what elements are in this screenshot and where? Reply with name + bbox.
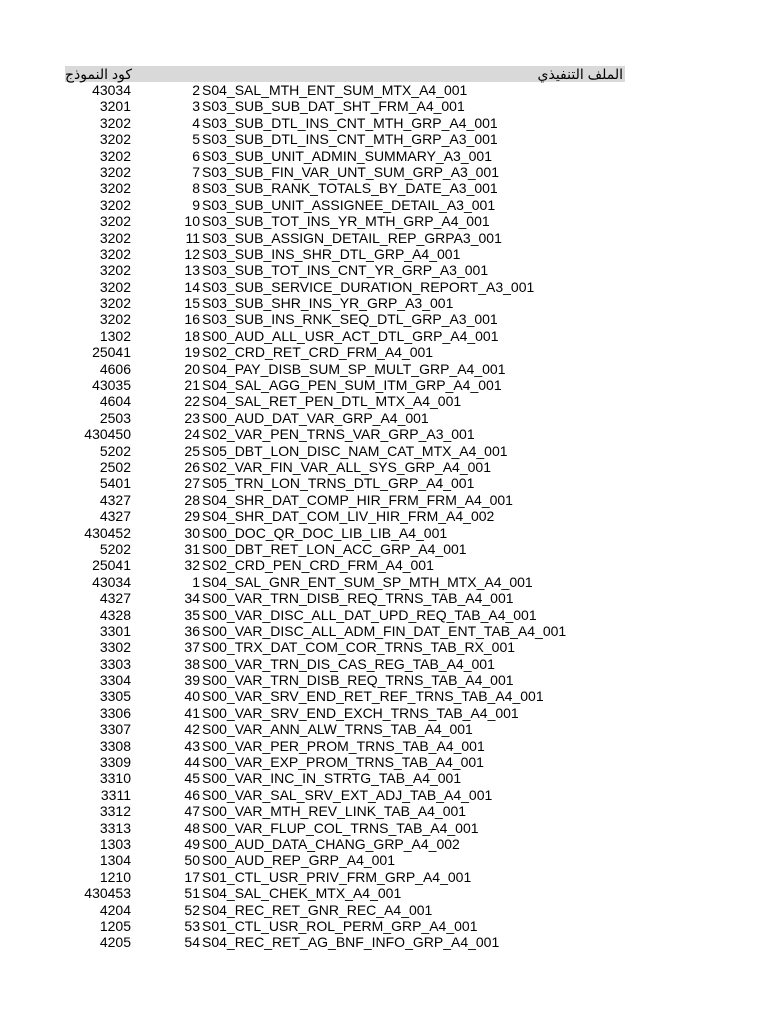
table-row xyxy=(0,344,768,360)
row-number-cell: 38 xyxy=(184,655,200,672)
code-column-header: كود النموذج xyxy=(65,66,132,82)
table-row xyxy=(0,475,768,491)
row-number-cell: 22 xyxy=(184,393,200,410)
table-row xyxy=(0,393,768,409)
row-number-cell: 21 xyxy=(184,377,200,394)
row-number-cell: 2 xyxy=(192,82,200,98)
form-code-cell: 43035 xyxy=(92,377,131,394)
row-number-cell: 27 xyxy=(184,475,200,492)
executable-file-cell: S00_VAR_SAL_SRV_EXT_ADJ_TAB_A4_001 xyxy=(202,786,493,803)
executable-file-cell: S04_SAL_CHEK_MTX_A4_001 xyxy=(202,885,402,902)
table-row xyxy=(0,885,768,901)
executable-file-cell: S00_AUD_DAT_VAR_GRP_A4_001 xyxy=(202,409,429,426)
form-code-cell: 3306 xyxy=(99,704,131,721)
form-code-cell: 5401 xyxy=(99,475,131,492)
form-code-cell: 1302 xyxy=(99,327,131,344)
form-code-cell: 3202 xyxy=(99,295,131,312)
table-row xyxy=(0,213,768,229)
executable-file-cell: S04_REC_RET_AG_BNF_INFO_GRP_A4_001 xyxy=(202,934,500,951)
executable-file-cell: S02_VAR_PEN_TRNS_VAR_GRP_A3_001 xyxy=(202,426,475,443)
executable-file-cell: S00_VAR_SRV_END_RET_REF_TRNS_TAB_A4_001 xyxy=(202,688,544,705)
row-number-cell: 10 xyxy=(184,213,200,230)
executable-file-cell: S03_SUB_TOT_INS_CNT_YR_GRP_A3_001 xyxy=(202,262,489,279)
executable-file-cell: S00_DBT_RET_LON_ACC_GRP_A4_001 xyxy=(202,540,467,557)
form-code-cell: 3310 xyxy=(99,770,131,787)
form-code-cell: 43034 xyxy=(92,82,131,98)
executable-file-cell: S03_SUB_INS_RNK_SEQ_DTL_GRP_A3_001 xyxy=(202,311,498,328)
form-code-cell: 3202 xyxy=(99,262,131,279)
executable-file-cell: S02_CRD_PEN_CRD_FRM_A4_001 xyxy=(202,557,434,574)
row-number-cell: 44 xyxy=(184,754,200,771)
table-row xyxy=(0,115,768,131)
executable-file-cell: S03_SUB_SERVICE_DURATION_REPORT_A3_001 xyxy=(202,278,535,295)
table-row xyxy=(0,721,768,737)
form-code-cell: 3202 xyxy=(99,278,131,295)
executable-file-cell: S01_CTL_USR_PRIV_FRM_GRP_A4_001 xyxy=(202,868,472,885)
row-number-cell: 39 xyxy=(184,672,200,689)
row-number-cell: 1 xyxy=(192,573,200,590)
table-row xyxy=(0,361,768,377)
row-number-cell: 47 xyxy=(184,803,200,820)
table-row xyxy=(0,279,768,295)
executable-file-cell: S00_VAR_TRN_DIS_CAS_REG_TAB_A4_001 xyxy=(202,655,495,672)
form-code-cell: 3309 xyxy=(99,754,131,771)
executable-file-cell: S00_VAR_TRN_DISB_REQ_TRNS_TAB_A4_001 xyxy=(202,672,514,689)
row-number-cell: 34 xyxy=(184,590,200,607)
file-column-header: الملف التنفيذي xyxy=(537,66,623,82)
row-number-cell: 15 xyxy=(184,295,200,312)
executable-file-cell: S00_VAR_DISC_ALL_DAT_UPD_REQ_TAB_A4_001 xyxy=(202,606,537,623)
form-code-cell: 3202 xyxy=(99,245,131,262)
form-code-cell: 3303 xyxy=(99,655,131,672)
table-row xyxy=(0,377,768,393)
table-row xyxy=(0,164,768,180)
row-number-cell: 37 xyxy=(184,639,200,656)
form-code-cell: 3202 xyxy=(99,311,131,328)
table-row xyxy=(0,902,768,918)
executable-file-cell: S00_AUD_DATA_CHANG_GRP_A4_002 xyxy=(202,835,460,852)
table-row xyxy=(0,328,768,344)
executable-file-cell: S04_SAL_RET_PEN_DTL_MTX_A4_001 xyxy=(202,393,462,410)
table-row xyxy=(0,688,768,704)
executable-file-cell: S00_VAR_INC_IN_STRTG_TAB_A4_001 xyxy=(202,770,462,787)
table-row xyxy=(0,787,768,803)
executable-file-cell: S03_SUB_DTL_INS_CNT_MTH_GRP_A4_001 xyxy=(202,114,498,131)
executable-file-cell: S02_VAR_FIN_VAR_ALL_SYS_GRP_A4_001 xyxy=(202,458,491,475)
row-number-cell: 49 xyxy=(184,835,200,852)
table-row xyxy=(0,131,768,147)
table-row xyxy=(0,541,768,557)
row-number-cell: 32 xyxy=(184,557,200,574)
row-number-cell: 46 xyxy=(184,786,200,803)
form-code-cell: 3312 xyxy=(99,803,131,820)
form-code-cell: 4327 xyxy=(99,590,131,607)
form-code-cell: 2503 xyxy=(99,409,131,426)
executable-file-cell: S03_SUB_UNIT_ASSIGNEE_DETAIL_A3_001 xyxy=(202,196,496,213)
row-number-cell: 51 xyxy=(184,885,200,902)
form-code-cell: 4327 xyxy=(99,508,131,525)
row-number-cell: 54 xyxy=(184,934,200,951)
table-row xyxy=(0,672,768,688)
form-code-cell: 3313 xyxy=(99,819,131,836)
row-number-cell: 28 xyxy=(184,491,200,508)
row-number-cell: 6 xyxy=(192,147,200,164)
form-code-cell: 3202 xyxy=(99,163,131,180)
form-code-cell: 3308 xyxy=(99,737,131,754)
row-number-cell: 24 xyxy=(184,426,200,443)
form-code-cell: 3311 xyxy=(100,786,131,803)
table-row xyxy=(0,607,768,623)
executable-file-cell: S01_CTL_USR_ROL_PERM_GRP_A4_001 xyxy=(202,917,478,934)
executable-file-cell: S04_PAY_DISB_SUM_SP_MULT_GRP_A4_001 xyxy=(202,360,506,377)
table-row xyxy=(0,197,768,213)
table-row xyxy=(0,574,768,590)
row-number-cell: 5 xyxy=(192,131,200,148)
row-number-cell: 7 xyxy=(192,163,200,180)
executable-file-cell: S03_SUB_ASSIGN_DETAIL_REP_GRPA3_001 xyxy=(202,229,502,246)
form-code-cell: 3201 xyxy=(99,98,131,115)
row-number-cell: 29 xyxy=(184,508,200,525)
row-number-cell: 45 xyxy=(184,770,200,787)
form-code-cell: 43034 xyxy=(92,573,131,590)
form-code-cell: 430453 xyxy=(84,885,131,902)
table-row xyxy=(0,656,768,672)
table-row xyxy=(0,705,768,721)
row-number-cell: 20 xyxy=(184,360,200,377)
table-row xyxy=(0,525,768,541)
row-number-cell: 4 xyxy=(192,114,200,131)
row-number-cell: 53 xyxy=(184,917,200,934)
row-number-cell: 19 xyxy=(184,344,200,361)
executable-file-cell: S04_SAL_MTH_ENT_SUM_MTX_A4_001 xyxy=(202,82,468,98)
table-row xyxy=(0,82,768,98)
row-number-cell: 3 xyxy=(192,98,200,115)
row-number-cell: 25 xyxy=(184,442,200,459)
form-code-cell: 2502 xyxy=(99,458,131,475)
row-number-cell: 26 xyxy=(184,458,200,475)
table-row xyxy=(0,754,768,770)
table-row xyxy=(0,508,768,524)
form-code-cell: 4327 xyxy=(99,491,131,508)
table-row xyxy=(0,934,768,950)
table-row xyxy=(0,836,768,852)
table-row xyxy=(0,803,768,819)
table-row xyxy=(0,262,768,278)
table-row xyxy=(0,148,768,164)
table-row xyxy=(0,852,768,868)
row-number-cell: 40 xyxy=(184,688,200,705)
executable-file-cell: S04_SAL_GNR_ENT_SUM_SP_MTH_MTX_A4_001 xyxy=(202,573,533,590)
table-row xyxy=(0,770,768,786)
row-number-cell: 52 xyxy=(184,901,200,918)
form-code-cell: 5202 xyxy=(99,540,131,557)
executable-file-cell: S05_DBT_LON_DISC_NAM_CAT_MTX_A4_001 xyxy=(202,442,508,459)
table-row xyxy=(0,557,768,573)
form-code-cell: 430452 xyxy=(84,524,131,541)
executable-file-cell: S00_VAR_DISC_ALL_ADM_FIN_DAT_ENT_TAB_A4_001 xyxy=(202,622,567,639)
executable-file-cell: S04_REC_RET_GNR_REC_A4_001 xyxy=(202,901,433,918)
table-row xyxy=(0,426,768,442)
executable-file-cell: S03_SUB_FIN_VAR_UNT_SUM_GRP_A3_001 xyxy=(202,163,499,180)
form-code-cell: 3202 xyxy=(99,114,131,131)
table-row xyxy=(0,180,768,196)
row-number-cell: 50 xyxy=(184,852,200,869)
form-code-cell: 1205 xyxy=(99,917,131,934)
executable-file-cell: S00_TRX_DAT_COM_COR_TRNS_TAB_RX_001 xyxy=(202,639,516,656)
form-code-cell: 5202 xyxy=(99,442,131,459)
form-code-cell: 3202 xyxy=(99,180,131,197)
executable-file-cell: S00_AUD_REP_GRP_A4_001 xyxy=(202,852,396,869)
row-number-cell: 42 xyxy=(184,721,200,738)
form-code-cell: 3202 xyxy=(99,131,131,148)
row-number-cell: 35 xyxy=(184,606,200,623)
row-number-cell: 18 xyxy=(184,327,200,344)
row-number-cell: 23 xyxy=(184,409,200,426)
table-row xyxy=(0,459,768,475)
executable-file-cell: S03_SUB_SHR_INS_YR_GRP_A3_001 xyxy=(202,295,454,312)
row-number-cell: 30 xyxy=(184,524,200,541)
row-number-cell: 43 xyxy=(184,737,200,754)
executable-file-cell: S00_VAR_ANN_ALW_TRNS_TAB_A4_001 xyxy=(202,721,473,738)
executable-file-cell: S00_VAR_EXP_PROM_TRNS_TAB_A4_001 xyxy=(202,754,484,771)
table-row xyxy=(0,311,768,327)
row-number-cell: 12 xyxy=(184,245,200,262)
form-code-cell: 430450 xyxy=(84,426,131,443)
form-code-cell: 3202 xyxy=(99,213,131,230)
row-number-cell: 31 xyxy=(184,540,200,557)
executable-file-cell: S03_SUB_SUB_DAT_SHT_FRM_A4_001 xyxy=(202,98,465,115)
executable-file-cell: S04_SHR_DAT_COMP_HIR_FRM_FRM_A4_001 xyxy=(202,491,513,508)
row-number-cell: 9 xyxy=(192,196,200,213)
form-code-cell: 3302 xyxy=(99,639,131,656)
row-number-cell: 8 xyxy=(192,180,200,197)
table-row xyxy=(0,820,768,836)
table-row xyxy=(0,230,768,246)
form-code-cell: 25041 xyxy=(92,557,131,574)
executable-file-cell: S03_SUB_INS_SHR_DTL_GRP_A4_001 xyxy=(202,245,461,262)
header-row xyxy=(65,66,625,82)
table-row xyxy=(0,869,768,885)
form-code-cell: 25041 xyxy=(92,344,131,361)
table-row xyxy=(0,246,768,262)
executable-file-cell: S05_TRN_LON_TRNS_DTL_GRP_A4_001 xyxy=(202,475,475,492)
row-number-cell: 36 xyxy=(184,622,200,639)
executable-file-cell: S00_VAR_FLUP_COL_TRNS_TAB_A4_001 xyxy=(202,819,479,836)
form-code-cell: 1303 xyxy=(99,835,131,852)
table-row xyxy=(0,295,768,311)
executable-file-cell: S00_VAR_MTH_REV_LINK_TAB_A4_001 xyxy=(202,803,467,820)
table-row xyxy=(0,738,768,754)
form-code-cell: 3202 xyxy=(99,229,131,246)
table-row xyxy=(0,590,768,606)
form-code-cell: 3202 xyxy=(99,196,131,213)
executable-file-cell: S00_VAR_TRN_DISB_REQ_TRNS_TAB_A4_001 xyxy=(202,590,514,607)
executable-file-cell: S04_SHR_DAT_COM_LIV_HIR_FRM_A4_002 xyxy=(202,508,495,525)
form-code-cell: 3202 xyxy=(99,147,131,164)
form-code-cell: 4328 xyxy=(99,606,131,623)
row-number-cell: 16 xyxy=(184,311,200,328)
form-code-cell: 3307 xyxy=(99,721,131,738)
form-code-cell: 3305 xyxy=(99,688,131,705)
executable-file-cell: S03_SUB_RANK_TOTALS_BY_DATE_A3_001 xyxy=(202,180,498,197)
row-number-cell: 13 xyxy=(184,262,200,279)
executable-file-cell: S03_SUB_UNIT_ADMIN_SUMMARY_A3_001 xyxy=(202,147,492,164)
table-row xyxy=(0,98,768,114)
executable-file-cell: S04_SAL_AGG_PEN_SUM_ITM_GRP_A4_001 xyxy=(202,377,502,394)
form-code-cell: 1304 xyxy=(99,852,131,869)
executable-file-cell: S03_SUB_TOT_INS_YR_MTH_GRP_A4_001 xyxy=(202,213,490,230)
table-row xyxy=(0,639,768,655)
form-code-cell: 3301 xyxy=(99,622,131,639)
row-number-cell: 48 xyxy=(184,819,200,836)
table-row xyxy=(0,623,768,639)
executable-file-cell: S00_VAR_PER_PROM_TRNS_TAB_A4_001 xyxy=(202,737,485,754)
form-code-cell: 3304 xyxy=(99,672,131,689)
table-row xyxy=(0,492,768,508)
row-number-cell: 11 xyxy=(185,229,200,246)
row-number-cell: 14 xyxy=(184,278,200,295)
executable-file-cell: S00_VAR_SRV_END_EXCH_TRNS_TAB_A4_001 xyxy=(202,704,519,721)
executable-file-cell: S00_DOC_QR_DOC_LIB_LIB_A4_001 xyxy=(202,524,448,541)
table-row xyxy=(0,410,768,426)
executable-file-cell: S02_CRD_RET_CRD_FRM_A4_001 xyxy=(202,344,434,361)
form-code-cell: 4604 xyxy=(99,393,131,410)
row-number-cell: 17 xyxy=(184,868,200,885)
table-row xyxy=(0,918,768,934)
table-body xyxy=(0,82,768,951)
table-row xyxy=(0,443,768,459)
form-code-cell: 4204 xyxy=(99,901,131,918)
form-code-cell: 4205 xyxy=(99,934,131,951)
executable-file-cell: S00_AUD_ALL_USR_ACT_DTL_GRP_A4_001 xyxy=(202,327,499,344)
row-number-cell: 41 xyxy=(184,704,200,721)
form-code-cell: 4606 xyxy=(99,360,131,377)
form-code-cell: 1210 xyxy=(99,868,131,885)
executable-file-cell: S03_SUB_DTL_INS_CNT_MTH_GRP_A3_001 xyxy=(202,131,498,148)
